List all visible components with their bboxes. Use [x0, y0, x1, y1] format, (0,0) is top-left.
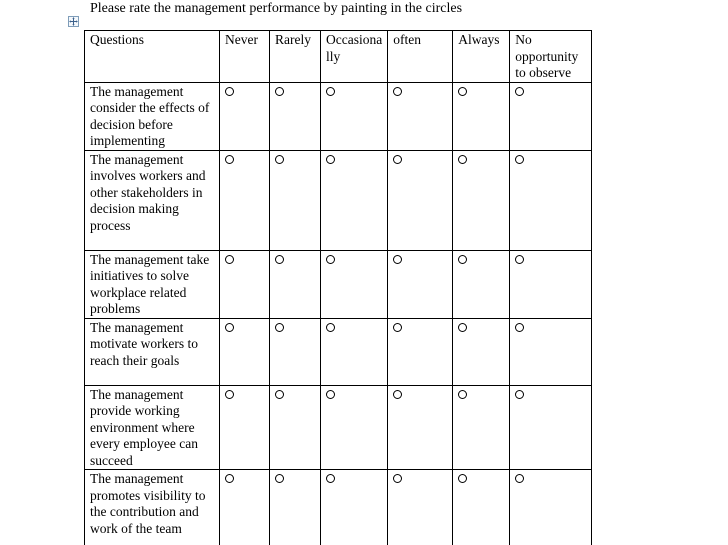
option-no-opportunity-cell — [510, 82, 592, 150]
option-never-cell — [220, 385, 270, 470]
option-rarely-cell — [270, 470, 321, 545]
option-no-opportunity-cell — [510, 150, 592, 250]
header-no-opportunity: No opportunity to observe — [510, 31, 592, 83]
question-cell: The management take initiatives to solve workplace related problems — [85, 250, 220, 318]
radio-circle-icon[interactable] — [458, 255, 467, 264]
radio-circle-icon[interactable] — [275, 87, 284, 96]
option-occasionally-cell — [321, 150, 388, 250]
table-move-handle-icon[interactable] — [68, 16, 79, 27]
radio-circle-icon[interactable] — [225, 155, 234, 164]
option-never-cell — [220, 82, 270, 150]
header-rarely: Rarely — [270, 31, 321, 83]
header-occasionally: Occasiona lly — [321, 31, 388, 83]
radio-circle-icon[interactable] — [275, 474, 284, 483]
option-occasionally-cell — [321, 470, 388, 545]
radio-circle-icon[interactable] — [515, 474, 524, 483]
header-never: Never — [220, 31, 270, 83]
instruction-text: Please rate the management performance by painting in the circles — [90, 1, 463, 16]
option-no-opportunity-cell — [510, 250, 592, 318]
radio-circle-icon[interactable] — [458, 390, 467, 399]
question-cell: The management motivate workers to reach their goals — [85, 318, 220, 385]
radio-circle-icon[interactable] — [393, 155, 402, 164]
question-cell: The management promotes visibility to the contribution and work of the team — [85, 470, 220, 545]
radio-circle-icon[interactable] — [515, 87, 524, 96]
radio-circle-icon[interactable] — [326, 87, 335, 96]
option-no-opportunity-cell — [510, 318, 592, 385]
radio-circle-icon[interactable] — [225, 323, 234, 332]
table-row — [85, 150, 592, 250]
option-often-cell — [388, 470, 453, 545]
radio-circle-icon[interactable] — [458, 87, 467, 96]
header-always: Always — [453, 31, 510, 83]
radio-circle-icon[interactable] — [326, 155, 335, 164]
question-cell: The management involves workers and other stakeholders in decision making process — [85, 150, 220, 250]
radio-circle-icon[interactable] — [326, 390, 335, 399]
question-cell: The management provide working environment where every employee can succeed — [85, 385, 220, 470]
option-always-cell — [453, 318, 510, 385]
option-never-cell — [220, 150, 270, 250]
radio-circle-icon[interactable] — [225, 87, 234, 96]
radio-circle-icon[interactable] — [458, 474, 467, 483]
option-rarely-cell — [270, 250, 321, 318]
option-occasionally-cell — [321, 82, 388, 150]
option-often-cell — [388, 318, 453, 385]
header-often: often — [388, 31, 453, 83]
radio-circle-icon[interactable] — [275, 323, 284, 332]
radio-circle-icon[interactable] — [393, 87, 402, 96]
radio-circle-icon[interactable] — [275, 390, 284, 399]
option-no-opportunity-cell — [510, 385, 592, 470]
option-rarely-cell — [270, 385, 321, 470]
option-always-cell — [453, 385, 510, 470]
table-row — [85, 385, 592, 470]
option-rarely-cell — [270, 150, 321, 250]
option-no-opportunity-cell — [510, 470, 592, 545]
option-always-cell — [453, 470, 510, 545]
option-never-cell — [220, 470, 270, 545]
radio-circle-icon[interactable] — [393, 323, 402, 332]
option-often-cell — [388, 250, 453, 318]
radio-circle-icon[interactable] — [326, 255, 335, 264]
header-questions: Questions — [85, 31, 220, 83]
option-never-cell — [220, 318, 270, 385]
radio-circle-icon[interactable] — [515, 155, 524, 164]
option-rarely-cell — [270, 82, 321, 150]
rating-table — [84, 30, 592, 545]
radio-circle-icon[interactable] — [458, 323, 467, 332]
radio-circle-icon[interactable] — [225, 390, 234, 399]
radio-circle-icon[interactable] — [393, 255, 402, 264]
option-often-cell — [388, 82, 453, 150]
table-row — [85, 82, 592, 150]
radio-circle-icon[interactable] — [225, 474, 234, 483]
option-rarely-cell — [270, 318, 321, 385]
radio-circle-icon[interactable] — [326, 323, 335, 332]
radio-circle-icon[interactable] — [326, 474, 335, 483]
radio-circle-icon[interactable] — [393, 390, 402, 399]
radio-circle-icon[interactable] — [515, 255, 524, 264]
radio-circle-icon[interactable] — [393, 474, 402, 483]
table-row — [85, 318, 592, 385]
option-often-cell — [388, 150, 453, 250]
option-never-cell — [220, 250, 270, 318]
option-always-cell — [453, 250, 510, 318]
option-always-cell — [453, 82, 510, 150]
radio-circle-icon[interactable] — [515, 390, 524, 399]
radio-circle-icon[interactable] — [225, 255, 234, 264]
question-cell: The management consider the effects of decision before implementing — [85, 82, 220, 150]
option-occasionally-cell — [321, 250, 388, 318]
radio-circle-icon[interactable] — [275, 255, 284, 264]
option-often-cell — [388, 385, 453, 470]
table-row — [85, 470, 592, 545]
option-always-cell — [453, 150, 510, 250]
radio-circle-icon[interactable] — [458, 155, 467, 164]
header-row — [85, 31, 592, 83]
radio-circle-icon[interactable] — [515, 323, 524, 332]
table-row — [85, 250, 592, 318]
radio-circle-icon[interactable] — [275, 155, 284, 164]
option-occasionally-cell — [321, 318, 388, 385]
option-occasionally-cell — [321, 385, 388, 470]
